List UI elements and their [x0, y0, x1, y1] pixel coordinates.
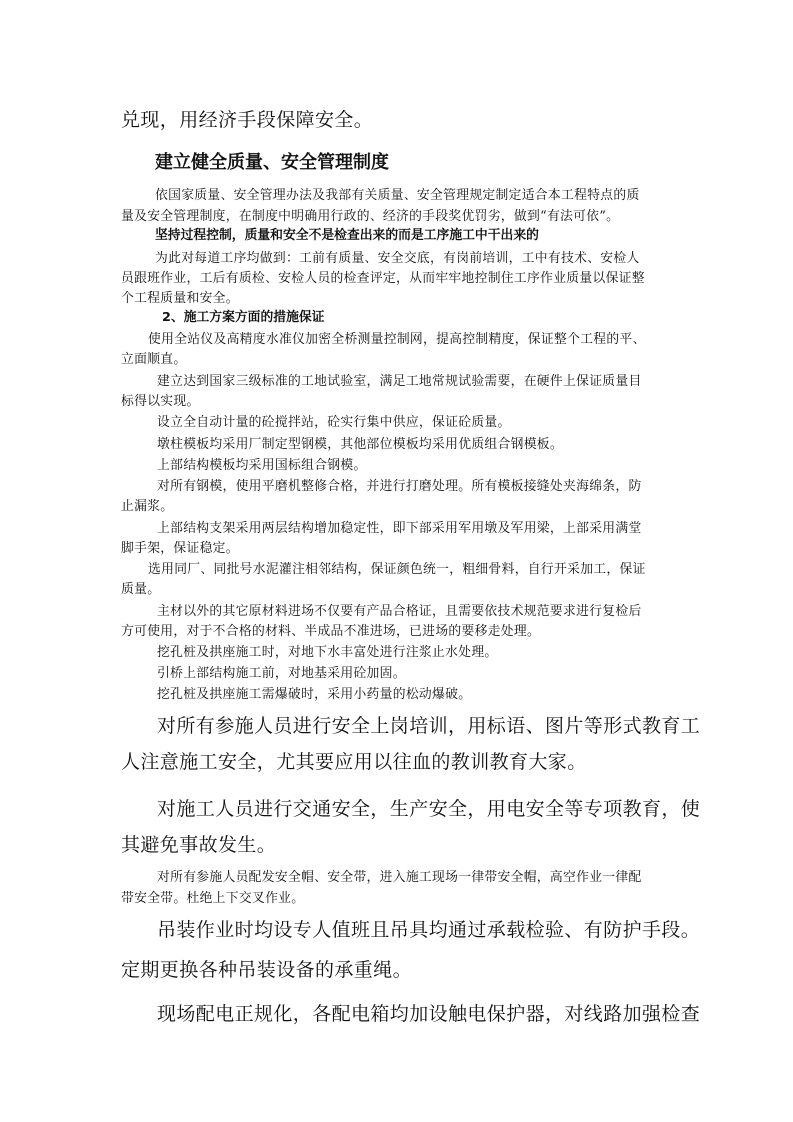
para-blasting: 挖孔桩及拱座施工需爆破时，采用小药量的松动爆破。 — [157, 687, 472, 702]
para-lab-line-1: 建立达到国家三级标准的工地试验室，满足工地常规试验需要，在硬件上保证质量目 — [157, 374, 642, 389]
para-support-line-2: 脚手架，保证稳定。 — [121, 541, 239, 556]
para-process-line-2: 员跟班作业，工后有质检、安检人员的检查评定，从而牢牢地控制住工序作业质量以保证整 — [121, 271, 645, 286]
para-approach: 引桥上部结构施工前，对地基采用砼加固。 — [157, 666, 406, 681]
process-control-heading: 坚持过程控制，质量和安全不是检查出来的而是工序施工中干出来的 — [155, 228, 539, 243]
para-mixing: 设立全自动计量的砼搅拌站，砼实行集中供应，保证砼质量。 — [157, 415, 511, 430]
para-materials-line-1: 主材以外的其它原材料进场不仅要有产品合格证，且需要依技术规范要求进行复检后 — [157, 604, 642, 619]
para-lifting-line-1: 吊装作业时均设专人值班且吊具均通过承载检验、有防护手段。 — [157, 919, 701, 941]
para-steel-formwork-line-1: 对所有钢模，使用平磨机整修合格，并进行打磨处理。所有模板接缝处夹海绵条，防 — [157, 479, 642, 494]
para-helmets-line-1: 对所有参施人员配发安全帽、安全带，进入施工现场一律带安全帽，高空作业一律配 — [157, 870, 642, 885]
top-paragraph: 兑现，用经济手段保障安全。 — [121, 109, 374, 131]
para-survey-line-2: 立面顺直。 — [121, 352, 187, 367]
para-pier-formwork: 墩柱模板均采用厂制定型钢模，其他部位模板均采用优质组合钢模板。 — [157, 437, 564, 452]
para-electric: 现场配电正规化，各配电箱均加设触电保护器，对线路加强检查 — [157, 1003, 701, 1025]
para-quality-system-line-2: 量及安全管理制度，在制度中明确用行政的、经济的手段奖优罚劣，做到“有法可依”。 — [121, 209, 620, 224]
para-quality-system-line-1: 依国家质量、安全管理办法及我部有关质量、安全管理规定制定适合本工程特点的质 — [155, 188, 640, 203]
section-heading: 建立健全质量、安全管理制度 — [155, 152, 389, 173]
para-survey-line-1: 使用全站仪及高精度水准仪加密全桥测量控制网，提高控制精度，保证整个工程的平、 — [148, 332, 646, 347]
para-pile-water: 挖孔桩及拱座施工时，对地下水丰富处进行注浆止水处理。 — [157, 645, 498, 660]
para-materials-line-2: 方可使用，对于不合格的材料、半成品不准进场，已进场的要移走处理。 — [121, 624, 541, 639]
para-support-line-1: 上部结构支架采用两层结构增加稳定性，即下部采用军用墩及军用梁，上部采用满堂 — [157, 521, 642, 536]
para-process-line-1: 为此对每道工序均做到：工前有质量、安全交底，有岗前培训，工中有技术、安检人 — [155, 251, 640, 266]
para-lifting-line-2: 定期更换各种吊装设备的承重绳。 — [121, 959, 413, 981]
para-helmets-line-2: 带安全带。杜绝上下交叉作业。 — [121, 891, 305, 906]
para-process-line-3: 个工程质量和安全。 — [121, 291, 239, 306]
para-traffic-line-2: 其避免事故发生。 — [121, 834, 277, 856]
para-training-line-2: 人注意施工安全，尤其要应用以往血的教训教育大家。 — [121, 751, 587, 773]
para-steel-formwork-line-2: 止漏浆。 — [121, 499, 174, 514]
para-cement-line-1: 选用同厂、同批号水泥灌注相邻结构，保证颜色统一，粗细骨料，自行开采加工，保证 — [148, 562, 646, 577]
para-cement-line-2: 质量。 — [121, 582, 161, 597]
construction-subheading: 2、施工方案方面的措施保证 — [162, 310, 325, 325]
para-traffic-line-1: 对施工人员进行交通安全，生产安全，用电安全等专项教育，使 — [157, 798, 701, 820]
para-super-formwork: 上部结构模板均采用国标组合钢模。 — [157, 458, 367, 473]
para-training-line-1: 对所有参施人员进行安全上岗培训，用标语、图片等形式教育工 — [157, 715, 701, 737]
para-lab-line-2: 标得以实现。 — [121, 394, 200, 409]
